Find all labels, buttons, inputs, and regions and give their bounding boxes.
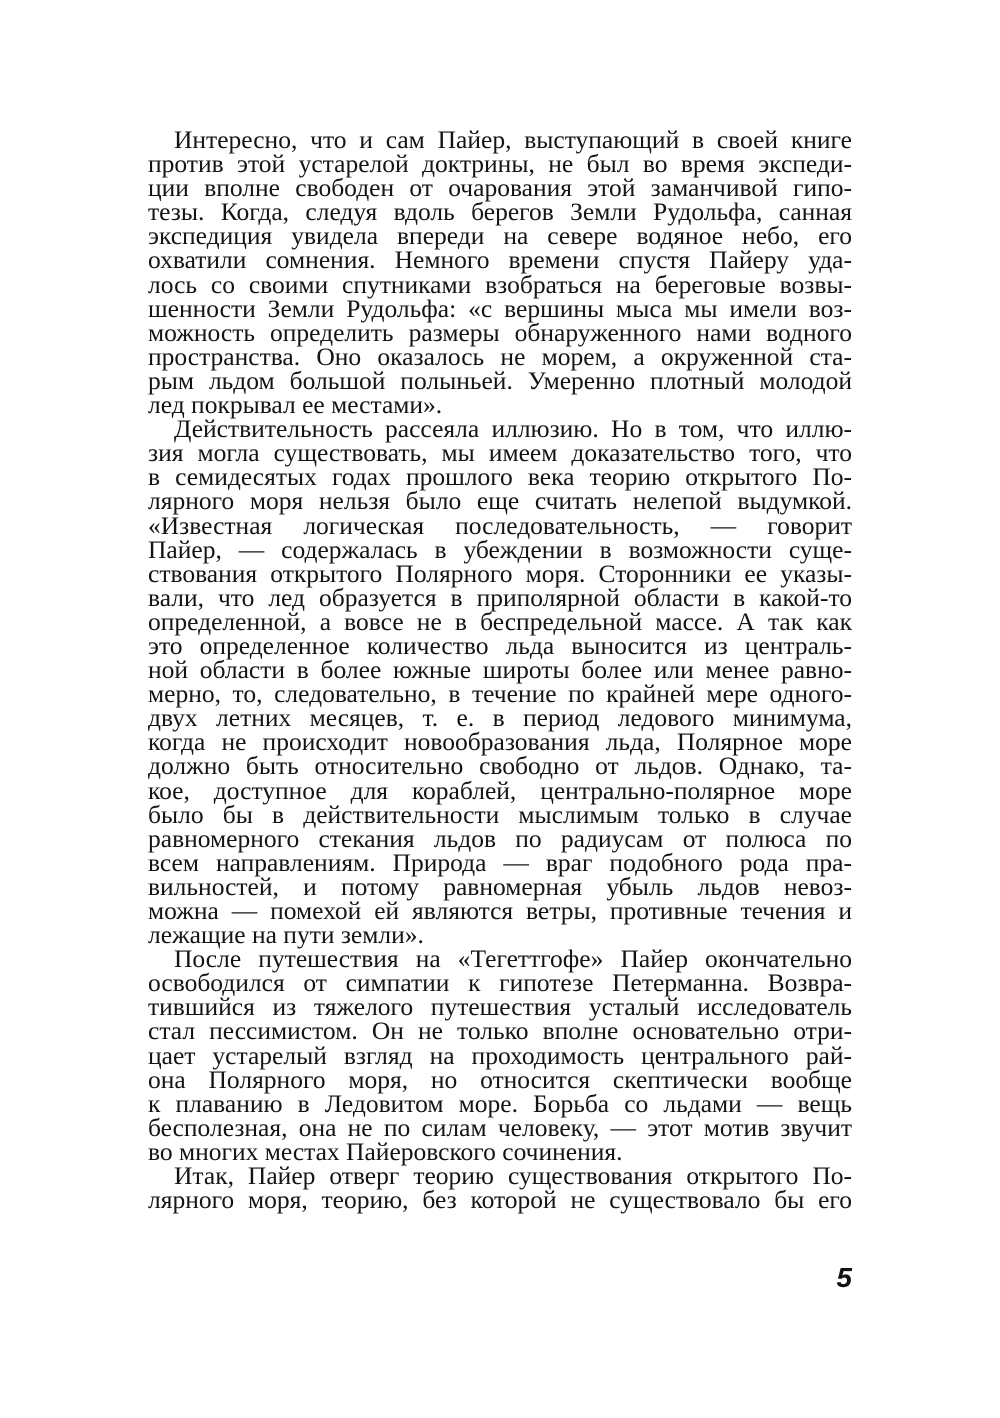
text-line: когда не происходит новообразования льда, Полярное море xyxy=(148,727,852,757)
text-line: это определенное количество льда выносится из централь- xyxy=(148,630,852,660)
text-line: «Известная логическая последовательность, — говорит xyxy=(148,510,852,540)
text-line: лярного моря, теорию, без которой не существовало бы его xyxy=(148,1185,852,1215)
text-line: ной области в более южные широты более или менее равно- xyxy=(148,655,852,685)
text-line: определенной, а вовсе не в беспредельной массе. А так как xyxy=(148,606,852,636)
text-line: стал пессимистом. Он не только вполне основательно отри- xyxy=(148,1016,852,1046)
body-text xyxy=(148,125,852,1215)
paragraph xyxy=(148,1161,852,1215)
text-line: Пайер, — содержалась в убеждении в возможности суще- xyxy=(148,534,852,564)
text-line: можность определить размеры обнаруженного нами водного xyxy=(148,317,852,347)
text-line: зия могла существовать, мы имеем доказательство того, что xyxy=(148,438,852,468)
text-line: пространства. Оно оказалось не морем, а окруженной ста- xyxy=(148,341,852,371)
text-line: всем направлениям. Природа — враг подобного рода пра- xyxy=(148,847,852,877)
text-line: Интересно, что и сам Пайер, выступающий в своей книге xyxy=(174,125,852,154)
text-line: лежащие на пути земли». xyxy=(148,920,424,950)
paragraph xyxy=(148,414,852,950)
text-line: к плаванию в Ледовитом море. Борьба со льдами — вещь xyxy=(148,1088,852,1118)
text-line: рым льдом большой полыньей. Умеренно плотный молодой xyxy=(148,365,852,395)
text-line: Итак, Пайер отверг теорию существования открытого По- xyxy=(174,1161,852,1191)
page-number: 5 xyxy=(836,1262,852,1293)
text-line: равномерного стекания льдов по радиусам от полюса по xyxy=(148,823,852,853)
text-line: тившийся из тяжелого путешествия усталый исследователь xyxy=(148,992,852,1022)
text-line: цает устарелый взгляд на проходимость центрального рай- xyxy=(148,1040,852,1070)
text-line: лярного моря нельзя было еще считать нелепой выдумкой. xyxy=(148,486,852,516)
text-line: кое, доступное для кораблей, центрально-полярное море xyxy=(148,775,852,805)
text-line: двух летних месяцев, т. е. в период ледового минимума, xyxy=(148,703,852,733)
text-line: лед покрывал ее местами». xyxy=(148,390,443,420)
text-line: бесполезная, она не по силам человеку, — этот мотив звучит xyxy=(148,1112,852,1142)
text-line: было бы в действительности мыслимым только в случае xyxy=(148,799,852,829)
text-line: лось со своими спутниками взобраться на береговые возвы- xyxy=(148,269,852,299)
text-line: она Полярного моря, но относится скептически вообще xyxy=(148,1064,852,1094)
text-line: можна — помехой ей являются ветры, противные течения и xyxy=(148,896,852,925)
text-line: освободился от симпатии к гипотезе Петерманна. Возвра- xyxy=(148,968,852,998)
text-line: в семидесятых годах прошлого века теорию открытого По- xyxy=(148,462,852,492)
text-line: экспедиция увидела впереди на севере водяное небо, его xyxy=(148,221,852,251)
text-line: охватили сомнения. Немного времени спустя Пайеру уда- xyxy=(148,245,852,275)
text-line: вали, что лед образуется в приполярной области в какой-то xyxy=(148,582,852,612)
text-line: ции вполне свободен от очарования этой заманчивой гипо- xyxy=(148,173,852,203)
text-line: во многих местах Пайеровского сочинения. xyxy=(148,1136,623,1166)
paragraph xyxy=(148,944,852,1166)
text-line: ствования открытого Полярного моря. Сторонники ее указы- xyxy=(148,558,852,588)
paragraph xyxy=(148,125,852,420)
text-line: должно быть относительно свободно от льдов. Однако, та- xyxy=(148,751,852,781)
text-line: мерно, то, следовательно, в течение по крайней мере одного- xyxy=(148,679,852,709)
text-line: После путешествия на «Тегеттгофе» Пайер окончательно xyxy=(174,944,852,974)
text-line: Действительность рассеяла иллюзию. Но в том, что иллю- xyxy=(174,414,852,444)
text-line: шенности Земли Рудольфа: «с вершины мыса мы имели воз- xyxy=(148,293,852,323)
text-line: тезы. Когда, следуя вдоль берегов Земли Рудольфа, санная xyxy=(148,197,852,227)
text-line: против этой устарелой доктрины, не был во время экспеди- xyxy=(148,149,852,179)
text-line: вильностей, и потому равномерная убыль льдов невоз- xyxy=(148,871,852,901)
